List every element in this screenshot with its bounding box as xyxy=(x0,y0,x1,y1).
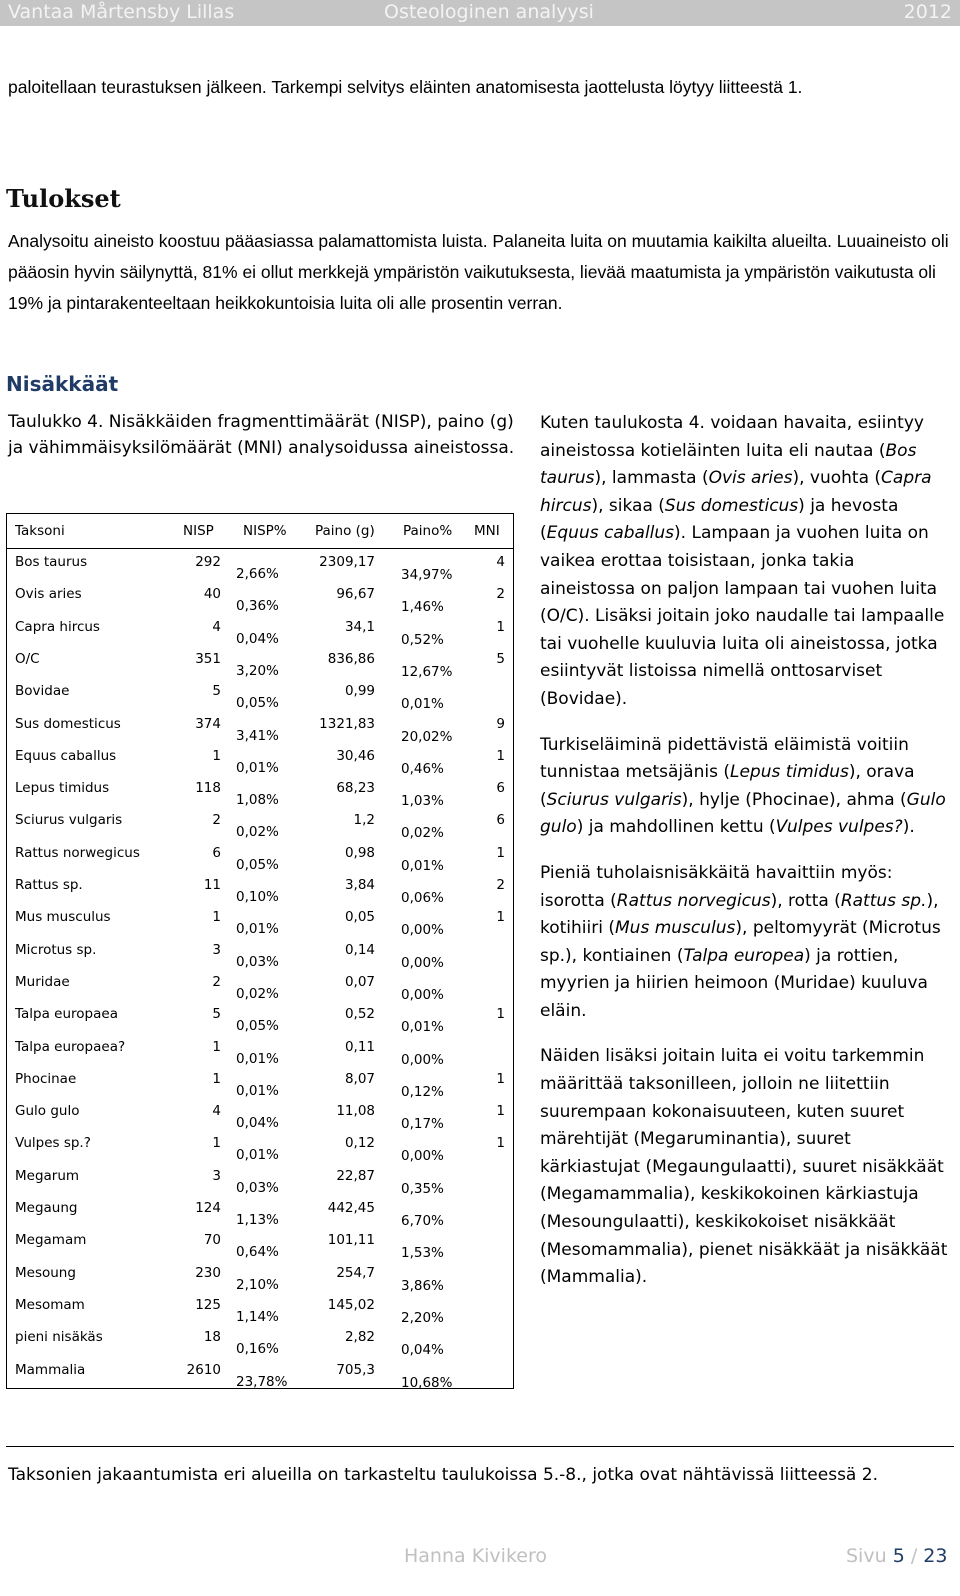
cell-nisp: 70 xyxy=(203,1232,221,1249)
cell-nisp: 18 xyxy=(203,1329,221,1346)
cell-paino: 836,86 xyxy=(327,650,375,667)
cell-nisp: 374 xyxy=(195,715,221,732)
cell-nisp: 292 xyxy=(195,554,221,570)
cell-paino: 0,14 xyxy=(344,941,375,958)
header-left-text: Vantaa Mårtensby Lillas xyxy=(8,1,235,23)
cell-nisp: 4 xyxy=(212,1103,221,1120)
cell-paino: 30,46 xyxy=(336,747,375,764)
footer-current-page: 5 xyxy=(892,1545,905,1567)
cell-paino: 2309,17 xyxy=(319,554,375,570)
cell-paino-percent: 0,00% xyxy=(401,1051,444,1068)
cell-nisp: 2 xyxy=(212,812,221,829)
text-run: Kuten taulukosta 4. voidaan havaita, esiintyy aineistossa kotieläinten luita eli nautaa ( xyxy=(540,413,924,461)
table-row xyxy=(7,839,513,874)
header-nisp: NISP xyxy=(183,523,214,539)
cell-paino-percent: 0,17% xyxy=(401,1116,444,1133)
cell-paino-percent: 0,00% xyxy=(401,922,444,939)
cell-mni: 9 xyxy=(496,715,505,732)
cell-taksoni: Bovidae xyxy=(15,683,70,700)
cell-nisp-percent: 2,10% xyxy=(236,1276,279,1293)
cell-taksoni: Mesomam xyxy=(15,1296,85,1313)
text-run: ) ja hevosta ( xyxy=(540,495,899,544)
species-name: Capra hircus xyxy=(540,468,932,516)
cell-mni: 1 xyxy=(496,1135,505,1152)
cell-nisp: 40 xyxy=(203,586,221,603)
cell-taksoni: Rattus norwegicus xyxy=(15,844,140,861)
cell-paino: 22,87 xyxy=(336,1167,375,1184)
cell-paino: 0,05 xyxy=(344,909,375,926)
species-name: Vulpes vulpes? xyxy=(775,817,903,838)
cell-nisp: 2 xyxy=(212,973,221,990)
cell-taksoni: Muridae xyxy=(15,973,70,990)
cell-paino-percent: 3,86% xyxy=(401,1277,444,1294)
cell-mni: 1 xyxy=(496,1006,505,1023)
cell-paino-percent: 0,02% xyxy=(401,825,444,842)
cell-nisp: 351 xyxy=(195,650,221,667)
cell-paino-percent: 1,46% xyxy=(401,599,444,616)
text-run: ) ja mahdollinen kettu ( xyxy=(576,817,776,838)
cell-taksoni: Megaung xyxy=(15,1200,78,1216)
table-row xyxy=(7,806,513,842)
cell-paino-percent: 34,97% xyxy=(401,567,453,583)
cell-nisp-percent: 0,01% xyxy=(236,921,279,938)
text-run: ), vuohta ( xyxy=(792,468,882,489)
text-run: Turkiseläiminä pidettävistä eläimistä voitiin tunnistaa metsäjänis ( xyxy=(540,734,909,783)
cell-paino-percent: 0,04% xyxy=(401,1342,444,1359)
cell-taksoni: Megarum xyxy=(15,1167,80,1184)
cell-nisp: 1 xyxy=(212,1038,221,1055)
cell-nisp: 1 xyxy=(212,1135,221,1152)
header-nisp-percent: NISP% xyxy=(243,523,287,539)
cell-nisp-percent: 0,03% xyxy=(236,1179,279,1196)
header-taksoni: Taksoni xyxy=(15,523,65,539)
cell-nisp: 3 xyxy=(212,1167,221,1184)
cell-taksoni: Rattus sp. xyxy=(15,877,83,893)
cell-paino: 0,98 xyxy=(344,844,375,861)
cell-nisp: 230 xyxy=(195,1264,221,1281)
cell-taksoni: Mesoung xyxy=(15,1264,76,1281)
table-row xyxy=(7,645,513,680)
cell-taksoni: O/C xyxy=(15,650,40,667)
heading-nisakkaat: Nisäkkäät xyxy=(6,372,119,396)
table-header-row xyxy=(7,514,513,549)
cell-paino-percent: 2,20% xyxy=(401,1309,444,1326)
cell-taksoni: pieni nisäkäs xyxy=(15,1329,103,1346)
species-name: Sciurus vulgaris xyxy=(546,789,682,810)
cell-nisp-percent: 0,05% xyxy=(236,856,279,873)
cell-paino-percent: 0,01% xyxy=(401,696,444,713)
cell-nisp-percent: 0,04% xyxy=(236,630,279,647)
text-run: ), sikaa ( xyxy=(591,495,665,516)
cell-paino-percent: 6,70% xyxy=(401,1213,444,1229)
cell-nisp-percent: 0,03% xyxy=(236,953,279,970)
cell-paino-percent: 0,46% xyxy=(401,760,444,777)
text-run: ) ja rottien, myyrien ja hiirien heimoon (Muridae) kuuluva eläin. xyxy=(540,945,928,1021)
table-row xyxy=(7,1226,513,1262)
cell-taksoni: Equus caballus xyxy=(15,747,117,764)
cell-taksoni: Bos taurus xyxy=(15,554,88,570)
table-row xyxy=(7,1033,513,1068)
table-row xyxy=(7,1162,513,1197)
cell-paino: 0,07 xyxy=(344,973,375,990)
table-row xyxy=(7,1129,513,1165)
cell-mni: 1 xyxy=(496,1070,505,1087)
cell-mni: 1 xyxy=(496,844,505,861)
right-paragraph-1 xyxy=(540,410,950,714)
cell-paino: 705,3 xyxy=(336,1361,375,1378)
species-name: Lepus timidus xyxy=(729,762,849,783)
table-row xyxy=(7,903,513,939)
cell-paino: 145,02 xyxy=(327,1296,375,1313)
cell-taksoni: Talpa europaea xyxy=(15,1006,118,1023)
cell-mni: 6 xyxy=(496,812,505,829)
cell-nisp-percent: 3,41% xyxy=(236,727,279,744)
cell-nisp-percent: 0,16% xyxy=(236,1341,279,1358)
cell-nisp: 5 xyxy=(212,683,221,700)
section-divider xyxy=(6,1446,954,1447)
cell-nisp-percent: 23,78% xyxy=(236,1373,288,1390)
species-name: Mus musculus xyxy=(615,918,736,939)
species-name: Equus caballus xyxy=(546,523,675,544)
table-row xyxy=(7,1259,513,1294)
cell-mni: 1 xyxy=(496,618,505,635)
text-run: ), peltomyyrät (Microtus sp.), kontiainen ( xyxy=(540,918,941,966)
cell-nisp-percent: 0,02% xyxy=(236,824,279,841)
cell-mni: 6 xyxy=(496,780,505,797)
table-row xyxy=(7,677,513,713)
cell-nisp: 1 xyxy=(212,1070,221,1087)
text-run: Näiden lisäksi joitain luita ei voitu tarkemmin määrittää taksonilleen, jolloin ne liitettiin suurempaan kokonaisuuteen, kuten suuret märehtijät (Megaruminantia), suuret kärkiastujat (Megaungulaatti), suuret nisäkkäät (Megamammalia), keskikokoinen kärkiastuja (Mesoungulaatti), keskikokoiset nisäkkäät (Mesomammalia), pienet nisäkkäät ja nisäkkäät (Mammalia). xyxy=(540,1046,948,1288)
cell-nisp: 6 xyxy=(212,844,221,861)
cell-paino-percent: 0,00% xyxy=(401,1148,444,1165)
cell-mni: 1 xyxy=(496,1103,505,1120)
cell-paino-percent: 1,03% xyxy=(401,793,444,810)
cell-mni: 4 xyxy=(496,554,505,570)
header-paino-percent: Paino% xyxy=(403,523,453,539)
table-row xyxy=(7,1065,513,1100)
cell-nisp: 11 xyxy=(203,877,221,893)
cell-taksoni: Megamam xyxy=(15,1232,87,1249)
cell-paino-percent: 1,53% xyxy=(401,1245,444,1262)
text-run: ). xyxy=(902,817,915,838)
cell-paino: 1,2 xyxy=(353,812,375,829)
table-row xyxy=(7,774,513,810)
cell-paino-percent: 0,00% xyxy=(401,954,444,971)
species-name: Bos taurus xyxy=(540,440,917,489)
cell-nisp-percent: 3,20% xyxy=(236,662,279,679)
cell-paino-percent: 0,01% xyxy=(401,1019,444,1036)
cell-paino: 96,67 xyxy=(336,586,375,603)
cell-nisp-percent: 0,36% xyxy=(236,598,279,615)
cell-paino: 254,7 xyxy=(336,1264,375,1281)
cell-nisp: 1 xyxy=(212,747,221,764)
cell-taksoni: Sus domesticus xyxy=(15,715,121,732)
cell-taksoni: Sciurus vulgaris xyxy=(15,812,123,829)
header-year: 2012 xyxy=(903,1,952,23)
table-row xyxy=(7,1194,513,1229)
text-run: ), kotihiiri ( xyxy=(540,890,939,939)
cell-paino-percent: 0,06% xyxy=(401,890,444,906)
cell-nisp-percent: 1,14% xyxy=(236,1308,279,1325)
cell-paino: 0,12 xyxy=(344,1135,375,1152)
heading-tulokset: Tulokset xyxy=(6,184,121,213)
text-run: Pieniä tuholaisnisäkkäitä havaittiin myös: isorotta ( xyxy=(540,862,893,911)
running-header xyxy=(0,0,960,26)
cell-nisp-percent: 0,05% xyxy=(236,1018,279,1035)
cell-nisp: 5 xyxy=(212,1006,221,1023)
cell-nisp-percent: 0,05% xyxy=(236,695,279,712)
footer-page-separator: / xyxy=(904,1545,924,1567)
species-name: Rattus sp. xyxy=(840,890,927,911)
cell-nisp-percent: 0,10% xyxy=(236,889,279,905)
mammal-table-container xyxy=(6,513,514,1389)
cell-mni: 5 xyxy=(496,650,505,667)
species-name: Gulo gulo xyxy=(540,789,946,838)
header-center-text: Osteologinen analyysi xyxy=(384,1,594,23)
cell-nisp-percent: 2,66% xyxy=(236,566,279,582)
text-run: ), hylje (Phocinae), ahma ( xyxy=(681,789,907,810)
bottom-paragraph: Taksonien jakaantumista eri alueilla on tarkasteltu taulukoissa 5.-8., jotka ovat nähtävissä liitteessä 2. xyxy=(8,1465,878,1485)
table-row xyxy=(7,548,513,583)
cell-paino: 1321,83 xyxy=(319,715,375,732)
table-row xyxy=(7,936,513,971)
cell-nisp: 4 xyxy=(212,618,221,635)
cell-paino: 11,08 xyxy=(336,1103,375,1120)
cell-taksoni: Capra hircus xyxy=(15,618,100,635)
cell-paino: 442,45 xyxy=(327,1200,375,1216)
cell-taksoni: Mus musculus xyxy=(15,909,111,926)
cell-paino: 0,52 xyxy=(344,1006,375,1023)
cell-paino: 8,07 xyxy=(344,1070,375,1087)
cell-nisp-percent: 0,64% xyxy=(236,1244,279,1261)
species-name: Sus domesticus xyxy=(664,495,799,516)
cell-taksoni: Phocinae xyxy=(15,1070,77,1087)
footer-page-number xyxy=(846,1545,947,1567)
table-row xyxy=(7,1000,513,1036)
cell-paino: 34,1 xyxy=(344,618,375,635)
cell-paino-percent: 0,52% xyxy=(401,631,444,648)
text-run: ), rotta ( xyxy=(770,890,841,911)
cell-mni: 2 xyxy=(496,586,505,603)
table-row xyxy=(7,968,513,1003)
cell-nisp-percent: 0,02% xyxy=(236,985,279,1002)
table-row xyxy=(7,710,513,745)
cell-paino: 68,23 xyxy=(336,780,375,797)
cell-nisp-percent: 0,04% xyxy=(236,1115,279,1132)
cell-taksoni: Gulo gulo xyxy=(15,1103,80,1120)
cell-nisp: 125 xyxy=(195,1296,221,1313)
cell-taksoni: Microtus sp. xyxy=(15,941,97,958)
cell-paino-percent: 0,01% xyxy=(401,857,444,874)
table-row xyxy=(7,871,513,906)
cell-paino: 3,84 xyxy=(344,877,375,893)
cell-nisp-percent: 1,13% xyxy=(236,1212,279,1228)
table-row xyxy=(7,1323,513,1359)
table-caption: Taulukko 4. Nisäkkäiden fragmenttimäärät (NISP), paino (g) ja vähimmäisyksilömäärät (MNI) analysoidussa aineistossa. xyxy=(8,412,515,458)
table-row xyxy=(7,1291,513,1326)
species-name: Talpa europea xyxy=(683,945,805,966)
cell-paino: 0,99 xyxy=(344,683,375,700)
cell-taksoni: Mammalia xyxy=(15,1361,86,1378)
mammal-table xyxy=(6,513,514,1389)
table-row xyxy=(7,742,513,777)
cell-taksoni: Ovis aries xyxy=(15,586,82,603)
cell-paino: 0,11 xyxy=(344,1038,375,1055)
footer-total-pages: 23 xyxy=(923,1545,948,1567)
cell-paino-percent: 0,00% xyxy=(401,986,444,1003)
footer-page-label: Sivu xyxy=(846,1545,887,1567)
cell-paino: 2,82 xyxy=(344,1329,375,1346)
cell-nisp: 118 xyxy=(195,780,221,797)
right-paragraph-2 xyxy=(540,732,950,842)
cell-paino-percent: 10,68% xyxy=(401,1374,453,1391)
cell-nisp-percent: 0,01% xyxy=(236,759,279,776)
cell-mni: 1 xyxy=(496,909,505,926)
cell-nisp: 3 xyxy=(212,941,221,958)
species-name: Ovis aries xyxy=(708,468,793,489)
cell-taksoni: Vulpes sp.? xyxy=(15,1135,91,1152)
cell-nisp: 2610 xyxy=(186,1361,221,1378)
cell-taksoni: Lepus timidus xyxy=(15,780,110,797)
cell-paino: 101,11 xyxy=(327,1232,375,1249)
cell-nisp-percent: 0,01% xyxy=(236,1082,279,1099)
cell-paino-percent: 20,02% xyxy=(401,728,453,745)
cell-nisp-percent: 0,01% xyxy=(236,1147,279,1164)
cell-paino-percent: 0,12% xyxy=(401,1083,444,1100)
cell-paino-percent: 0,35% xyxy=(401,1180,444,1197)
cell-mni: 2 xyxy=(496,877,505,893)
footer-author: Hanna Kivikero xyxy=(404,1545,547,1567)
cell-mni: 1 xyxy=(496,747,505,764)
text-run: ). Lampaan ja vuohen luita on vaikea erottaa toisistaan, jonka takia aineistossa on paljon lampaan tai vuohen luita (O/C). Lisäksi joitain joko naudalle tai lampaalle tai vuohelle kuuluvia luita oli aineistossa, jotka esiintyvät listoissa nimellä onttosarviset (Bovidae). xyxy=(540,523,945,709)
cell-nisp: 1 xyxy=(212,909,221,926)
right-paragraph-4 xyxy=(540,1043,950,1291)
intro-paragraph: paloitellaan teurastuksen jälkeen. Tarkempi selvitys eläinten anatomisesta jaottelusta löytyy liitteestä 1. xyxy=(8,77,803,97)
header-paino: Paino (g) xyxy=(315,523,375,539)
right-column-text xyxy=(540,410,950,1310)
table-row xyxy=(7,1356,513,1391)
table-row xyxy=(7,1097,513,1133)
tulokset-paragraph: Analysoitu aineisto koostuu pääasiassa palamattomista luista. Palaneita luita on muutamia kaikilta alueilta. Luuaineisto oli pääosin hyvin säilynyttä, 81% ei ollut merkkejä ympäristön vaikutuksesta, lievää maatumista ja ympäristön vaikutusta oli 19% ja pintarakenteeltaan heikkokuntoisia luita oli alle prosentin verran. xyxy=(8,231,949,313)
right-paragraph-3 xyxy=(540,860,950,1026)
cell-taksoni: Talpa europaea? xyxy=(15,1038,126,1055)
header-mni: MNI xyxy=(474,523,500,539)
text-run: ), lammasta ( xyxy=(594,468,709,489)
table-row xyxy=(7,580,513,616)
cell-nisp: 124 xyxy=(195,1200,221,1216)
table-row xyxy=(7,613,513,648)
text-run: ), orava ( xyxy=(540,762,915,810)
cell-nisp-percent: 0,01% xyxy=(236,1050,279,1067)
species-name: Rattus norvegicus xyxy=(616,890,771,911)
cell-paino-percent: 12,67% xyxy=(401,663,453,680)
cell-nisp-percent: 1,08% xyxy=(236,792,279,809)
